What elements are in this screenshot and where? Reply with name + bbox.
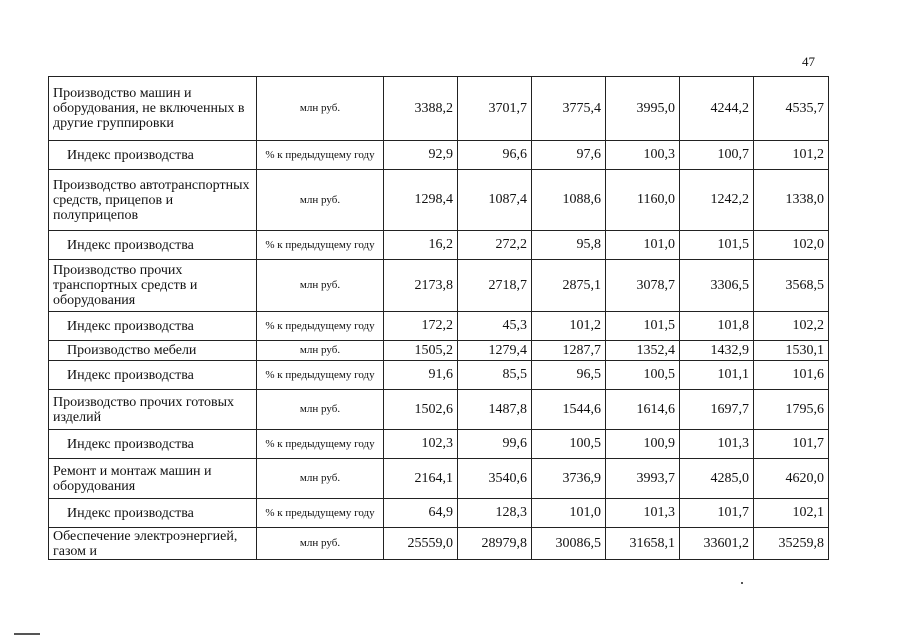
table-row xyxy=(49,499,829,528)
value-cell: 3568,5 xyxy=(754,260,829,312)
value-cell: 272,2 xyxy=(458,231,532,260)
value-cell: 101,2 xyxy=(532,312,606,341)
table-row xyxy=(49,312,829,341)
row-name: Производство прочих транспортных средств и оборудования xyxy=(49,260,257,312)
value-cell: 25559,0 xyxy=(384,528,458,560)
row-name: Обеспечение электроэнергией, газом и xyxy=(49,528,257,560)
value-cell: 100,7 xyxy=(680,141,754,170)
value-cell: 101,3 xyxy=(606,499,680,528)
value-cell: 3540,6 xyxy=(458,459,532,499)
value-cell: 101,7 xyxy=(754,430,829,459)
value-cell: 3701,7 xyxy=(458,77,532,141)
table-row xyxy=(49,77,829,141)
row-name: Производство мебели xyxy=(49,341,257,361)
value-cell: 92,9 xyxy=(384,141,458,170)
row-name: Производство машин и оборудования, не включенных в другие группировки xyxy=(49,77,257,141)
value-cell: 33601,2 xyxy=(680,528,754,560)
row-unit: % к предыдущему году xyxy=(257,361,384,390)
value-cell: 3306,5 xyxy=(680,260,754,312)
row-unit: % к предыдущему году xyxy=(257,231,384,260)
value-cell: 30086,5 xyxy=(532,528,606,560)
table-row xyxy=(49,528,829,560)
row-name: Производство автотранспортных средств, прицепов и полуприцепов xyxy=(49,170,257,231)
row-unit: млн руб. xyxy=(257,390,384,430)
row-unit: % к предыдущему году xyxy=(257,141,384,170)
data-table xyxy=(48,76,829,560)
value-cell: 35259,8 xyxy=(754,528,829,560)
value-cell: 100,3 xyxy=(606,141,680,170)
value-cell: 101,6 xyxy=(754,361,829,390)
value-cell: 1287,7 xyxy=(532,341,606,361)
table-row xyxy=(49,341,829,361)
row-name: Индекс производства xyxy=(49,361,257,390)
value-cell: 1298,4 xyxy=(384,170,458,231)
value-cell: 99,6 xyxy=(458,430,532,459)
value-cell: 4620,0 xyxy=(754,459,829,499)
value-cell: 3995,0 xyxy=(606,77,680,141)
value-cell: 172,2 xyxy=(384,312,458,341)
value-cell: 1697,7 xyxy=(680,390,754,430)
value-cell: 100,5 xyxy=(532,430,606,459)
value-cell: 2173,8 xyxy=(384,260,458,312)
value-cell: 1505,2 xyxy=(384,341,458,361)
value-cell: 45,3 xyxy=(458,312,532,341)
value-cell: 1502,6 xyxy=(384,390,458,430)
row-name: Индекс производства xyxy=(49,231,257,260)
value-cell: 96,5 xyxy=(532,361,606,390)
value-cell: 1242,2 xyxy=(680,170,754,231)
row-unit: % к предыдущему году xyxy=(257,312,384,341)
row-name: Индекс производства xyxy=(49,141,257,170)
page-number: 47 xyxy=(802,54,815,69)
value-cell: 97,6 xyxy=(532,141,606,170)
value-cell: 102,1 xyxy=(754,499,829,528)
value-cell: 2875,1 xyxy=(532,260,606,312)
table-row xyxy=(49,390,829,430)
value-cell: 100,9 xyxy=(606,430,680,459)
value-cell: 96,6 xyxy=(458,141,532,170)
table-row xyxy=(49,361,829,390)
value-cell: 4244,2 xyxy=(680,77,754,141)
value-cell: 1160,0 xyxy=(606,170,680,231)
value-cell: 102,2 xyxy=(754,312,829,341)
value-cell: 102,3 xyxy=(384,430,458,459)
value-cell: 16,2 xyxy=(384,231,458,260)
row-name: Ремонт и монтаж машин и оборудования xyxy=(49,459,257,499)
value-cell: 4285,0 xyxy=(680,459,754,499)
value-cell: 1544,6 xyxy=(532,390,606,430)
value-cell: 85,5 xyxy=(458,361,532,390)
value-cell: 1352,4 xyxy=(606,341,680,361)
row-unit: млн руб. xyxy=(257,77,384,141)
scan-artifact xyxy=(741,582,743,584)
value-cell: 101,0 xyxy=(606,231,680,260)
value-cell: 3078,7 xyxy=(606,260,680,312)
row-name: Индекс производства xyxy=(49,430,257,459)
value-cell: 3736,9 xyxy=(532,459,606,499)
table-body xyxy=(49,77,829,560)
value-cell: 101,1 xyxy=(680,361,754,390)
row-unit: млн руб. xyxy=(257,341,384,361)
value-cell: 128,3 xyxy=(458,499,532,528)
value-cell: 1795,6 xyxy=(754,390,829,430)
value-cell: 101,3 xyxy=(680,430,754,459)
value-cell: 1088,6 xyxy=(532,170,606,231)
value-cell: 3775,4 xyxy=(532,77,606,141)
row-unit: млн руб. xyxy=(257,459,384,499)
value-cell: 101,2 xyxy=(754,141,829,170)
value-cell: 1087,4 xyxy=(458,170,532,231)
table-row xyxy=(49,231,829,260)
value-cell: 3388,2 xyxy=(384,77,458,141)
row-unit: млн руб. xyxy=(257,260,384,312)
row-name: Индекс производства xyxy=(49,312,257,341)
value-cell: 100,5 xyxy=(606,361,680,390)
value-cell: 91,6 xyxy=(384,361,458,390)
value-cell: 1279,4 xyxy=(458,341,532,361)
value-cell: 4535,7 xyxy=(754,77,829,141)
value-cell: 101,5 xyxy=(680,231,754,260)
row-unit: % к предыдущему году xyxy=(257,499,384,528)
value-cell: 64,9 xyxy=(384,499,458,528)
value-cell: 101,7 xyxy=(680,499,754,528)
value-cell: 3993,7 xyxy=(606,459,680,499)
row-unit: млн руб. xyxy=(257,170,384,231)
table-row xyxy=(49,430,829,459)
row-unit: % к предыдущему году xyxy=(257,430,384,459)
value-cell: 2164,1 xyxy=(384,459,458,499)
value-cell: 101,5 xyxy=(606,312,680,341)
value-cell: 95,8 xyxy=(532,231,606,260)
row-unit: млн руб. xyxy=(257,528,384,560)
value-cell: 28979,8 xyxy=(458,528,532,560)
table-row xyxy=(49,141,829,170)
value-cell: 101,0 xyxy=(532,499,606,528)
table-row xyxy=(49,260,829,312)
value-cell: 1338,0 xyxy=(754,170,829,231)
value-cell: 1432,9 xyxy=(680,341,754,361)
value-cell: 1487,8 xyxy=(458,390,532,430)
value-cell: 102,0 xyxy=(754,231,829,260)
value-cell: 1614,6 xyxy=(606,390,680,430)
scan-artifact xyxy=(14,633,40,635)
value-cell: 31658,1 xyxy=(606,528,680,560)
table-row xyxy=(49,459,829,499)
row-name: Производство прочих готовых изделий xyxy=(49,390,257,430)
value-cell: 2718,7 xyxy=(458,260,532,312)
row-name: Индекс производства xyxy=(49,499,257,528)
table-row xyxy=(49,170,829,231)
value-cell: 1530,1 xyxy=(754,341,829,361)
value-cell: 101,8 xyxy=(680,312,754,341)
